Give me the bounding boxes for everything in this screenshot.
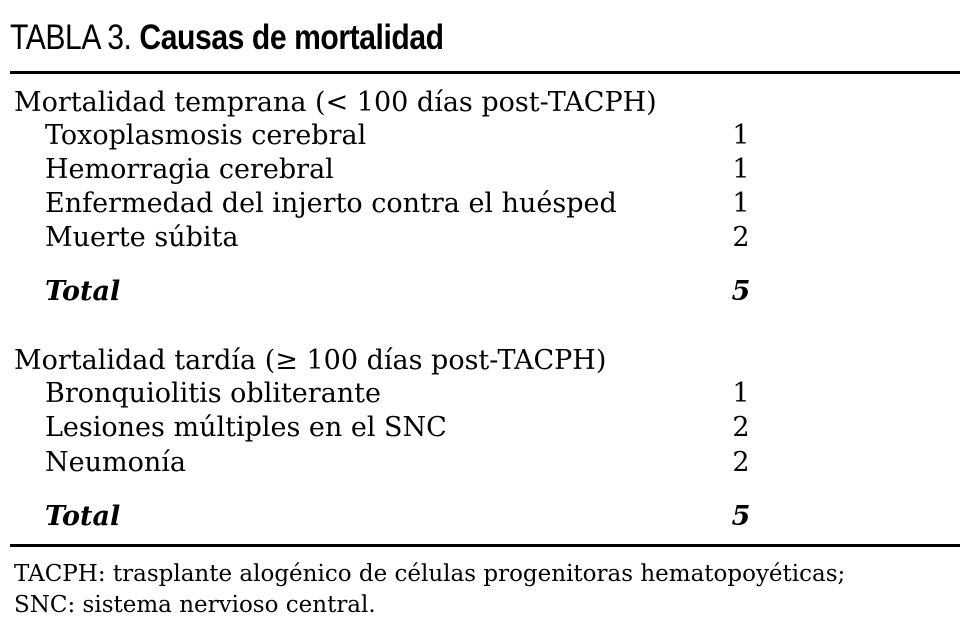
cause-label: Muerte súbita bbox=[45, 222, 239, 253]
table-title: Causas de mortalidad bbox=[139, 18, 444, 57]
cause-label: Enfermedad del injerto contra el huésped bbox=[45, 188, 617, 219]
section-heading-late-text: Mortalidad tardía (≥ 100 días post-TACPH) bbox=[14, 345, 607, 376]
total-row-early bbox=[0, 274, 968, 310]
section-heading-early-text: Mortalidad temprana (< 100 días post-TACPH) bbox=[14, 87, 657, 118]
cause-count: 1 bbox=[732, 154, 750, 185]
total-value: 5 bbox=[731, 501, 751, 532]
cause-count: 1 bbox=[732, 378, 750, 409]
top-rule bbox=[10, 71, 960, 74]
table-row bbox=[0, 220, 968, 256]
total-value: 5 bbox=[731, 276, 751, 307]
total-row-late bbox=[0, 499, 968, 535]
table-footnote bbox=[14, 559, 845, 621]
cause-count: 1 bbox=[732, 120, 750, 151]
footnote-line: TACPH: trasplante alogénico de células progenitoras hematopoyéticas; bbox=[14, 561, 846, 587]
cause-count: 2 bbox=[732, 222, 750, 253]
table-number: TABLA 3. bbox=[10, 18, 132, 57]
cause-count: 2 bbox=[732, 412, 750, 443]
cause-label: Neumonía bbox=[45, 447, 186, 478]
section-heading-late bbox=[0, 343, 968, 379]
table-caption bbox=[10, 18, 444, 58]
total-label: Total bbox=[45, 276, 121, 307]
table-row bbox=[0, 410, 968, 446]
table-row bbox=[0, 186, 968, 222]
cause-count: 1 bbox=[732, 188, 750, 219]
table-row bbox=[0, 445, 968, 481]
cause-label: Bronquiolitis obliterante bbox=[45, 378, 382, 409]
table-row bbox=[0, 118, 968, 154]
cause-label: Toxoplasmosis cerebral bbox=[45, 120, 367, 151]
table-row bbox=[0, 152, 968, 188]
cause-count: 2 bbox=[732, 447, 750, 478]
cause-label: Hemorragia cerebral bbox=[45, 154, 334, 185]
footnote-line: SNC: sistema nervioso central. bbox=[14, 592, 376, 618]
section-heading-early bbox=[0, 85, 968, 121]
table-row bbox=[0, 376, 968, 412]
bottom-rule bbox=[10, 544, 960, 547]
cause-label: Lesiones múltiples en el SNC bbox=[45, 412, 447, 443]
total-label: Total bbox=[45, 501, 121, 532]
